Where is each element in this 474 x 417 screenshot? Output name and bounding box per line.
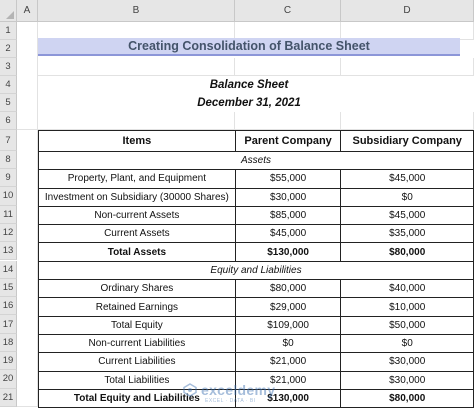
- parent-value-cell[interactable]: $21,000: [235, 353, 341, 371]
- subsidiary-value-cell[interactable]: $35,000: [341, 225, 474, 243]
- parent-value-cell[interactable]: $21,000: [235, 371, 341, 389]
- row-header-9[interactable]: 9: [0, 169, 17, 187]
- item-cell[interactable]: Total Equity and Liabilities: [39, 389, 236, 407]
- row-header-13[interactable]: 13: [0, 242, 17, 260]
- row-header-6[interactable]: 6: [0, 112, 17, 130]
- table-row: [39, 316, 474, 334]
- table-row: [39, 225, 474, 243]
- item-cell[interactable]: Non-current Assets: [39, 206, 236, 224]
- parent-value-cell[interactable]: $85,000: [235, 206, 341, 224]
- subsidiary-value-cell[interactable]: $0: [341, 334, 474, 352]
- row-header-17[interactable]: 17: [0, 315, 17, 333]
- row-header-7[interactable]: 7: [0, 130, 17, 151]
- subsidiary-value-cell[interactable]: $30,000: [341, 371, 474, 389]
- header-subsidiary-company[interactable]: Subsidiary Company: [341, 131, 474, 152]
- table-row: [39, 170, 474, 188]
- parent-value-cell[interactable]: $0: [235, 334, 341, 352]
- cell-column-a[interactable]: [17, 22, 38, 130]
- cell-d6[interactable]: [341, 112, 474, 130]
- section-label-assets[interactable]: Assets: [39, 152, 474, 170]
- row-header-8[interactable]: 8: [0, 151, 17, 169]
- row-header-11[interactable]: 11: [0, 206, 17, 224]
- header-items[interactable]: Items: [39, 131, 236, 152]
- parent-value-cell[interactable]: $30,000: [235, 188, 341, 206]
- item-cell[interactable]: Property, Plant, and Equipment: [39, 170, 236, 188]
- table-row: [39, 298, 474, 316]
- watermark-tagline: EXCEL · DATA · BI: [205, 398, 256, 404]
- parent-value-cell[interactable]: $45,000: [235, 225, 341, 243]
- row-header-3[interactable]: 3: [0, 58, 17, 76]
- section-label-equity-liabilities[interactable]: Equity and Liabilities: [39, 261, 474, 279]
- item-cell[interactable]: Non-current Liabilities: [39, 334, 236, 352]
- parent-value-cell[interactable]: $55,000: [235, 170, 341, 188]
- balance-sheet-date[interactable]: December 31, 2021: [197, 97, 301, 109]
- cell-b3[interactable]: [38, 58, 235, 76]
- column-header-d[interactable]: D: [341, 0, 474, 22]
- item-cell[interactable]: Retained Earnings: [39, 298, 236, 316]
- item-cell[interactable]: Total Assets: [39, 243, 236, 261]
- item-cell[interactable]: Investment on Subsidiary (30000 Shares): [39, 188, 236, 206]
- table-row: [39, 188, 474, 206]
- item-cell[interactable]: Total Equity: [39, 316, 236, 334]
- select-all-triangle-icon: [6, 11, 14, 19]
- row-header-10[interactable]: 10: [0, 187, 17, 205]
- balance-sheet-heading[interactable]: Balance Sheet: [209, 79, 289, 91]
- exceldemy-logo-icon: [183, 383, 197, 397]
- row-header-19[interactable]: 19: [0, 352, 17, 370]
- item-cell[interactable]: Current Assets: [39, 225, 236, 243]
- row-header-14[interactable]: 14: [0, 261, 17, 279]
- table-header-row: [39, 131, 474, 152]
- cell-column-a-lower[interactable]: [17, 130, 38, 407]
- table-row: [39, 353, 474, 371]
- parent-value-cell[interactable]: $130,000: [235, 243, 341, 261]
- subsidiary-value-cell[interactable]: $0: [341, 188, 474, 206]
- parent-value-cell[interactable]: $109,000: [235, 316, 341, 334]
- column-header-c[interactable]: C: [235, 0, 341, 22]
- row-header-20[interactable]: 20: [0, 370, 17, 388]
- header-parent-company[interactable]: Parent Company: [235, 131, 341, 152]
- sheet-title[interactable]: Creating Consolidation of Balance Sheet: [38, 38, 460, 56]
- row-header-5[interactable]: 5: [0, 94, 17, 112]
- item-cell[interactable]: Current Liabilities: [39, 353, 236, 371]
- column-header-a[interactable]: A: [17, 0, 38, 22]
- item-cell[interactable]: Total Liabilities: [39, 371, 236, 389]
- column-header-b[interactable]: B: [38, 0, 235, 22]
- subsidiary-value-cell[interactable]: $45,000: [341, 170, 474, 188]
- row-header-12[interactable]: 12: [0, 224, 17, 242]
- cell-d3[interactable]: [341, 58, 474, 76]
- total-assets-row: [39, 243, 474, 261]
- table-row: [39, 206, 474, 224]
- subsidiary-value-cell[interactable]: $10,000: [341, 298, 474, 316]
- watermark-text: exceldemy: [201, 382, 276, 398]
- subsidiary-value-cell[interactable]: $80,000: [341, 389, 474, 407]
- subsidiary-value-cell[interactable]: $40,000: [341, 280, 474, 298]
- row-header-16[interactable]: 16: [0, 297, 17, 315]
- row-header-2[interactable]: 2: [0, 40, 17, 58]
- row-header-15[interactable]: 15: [0, 279, 17, 297]
- row-header-4[interactable]: 4: [0, 76, 17, 94]
- row-header-18[interactable]: 18: [0, 334, 17, 352]
- row-header-21[interactable]: 21: [0, 389, 17, 407]
- section-row-assets: [39, 152, 474, 170]
- row-header-1[interactable]: 1: [0, 22, 17, 40]
- item-cell[interactable]: Ordinary Shares: [39, 280, 236, 298]
- cell-c6[interactable]: [235, 112, 341, 130]
- subsidiary-value-cell[interactable]: $80,000: [341, 243, 474, 261]
- select-all-button[interactable]: [0, 0, 17, 22]
- section-row-equity-liabilities: [39, 261, 474, 279]
- parent-value-cell[interactable]: $80,000: [235, 280, 341, 298]
- cell-c3[interactable]: [235, 58, 341, 76]
- table-row: [39, 280, 474, 298]
- subsidiary-value-cell[interactable]: $30,000: [341, 353, 474, 371]
- subsidiary-value-cell[interactable]: $50,000: [341, 316, 474, 334]
- parent-value-cell[interactable]: $130,000: [235, 389, 341, 407]
- subsidiary-value-cell[interactable]: $45,000: [341, 206, 474, 224]
- parent-value-cell[interactable]: $29,000: [235, 298, 341, 316]
- cell-b6[interactable]: [38, 112, 235, 130]
- balance-sheet-table: [38, 130, 474, 408]
- table-row: [39, 334, 474, 352]
- watermark: [183, 382, 275, 398]
